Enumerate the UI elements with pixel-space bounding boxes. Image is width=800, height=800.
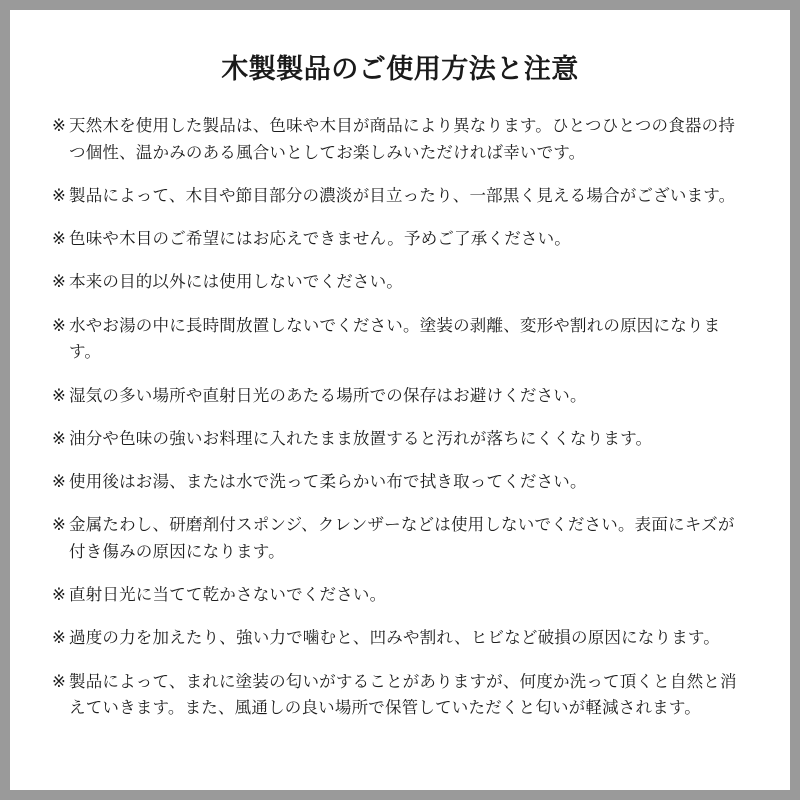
note-bullet-mark: ※ — [52, 516, 67, 535]
note-bullet-mark: ※ — [52, 187, 67, 206]
note-text: 使用後はお湯、または水で洗って柔らかい布で拭き取ってください。 — [69, 473, 587, 492]
note-item — [52, 426, 748, 453]
note-item — [52, 512, 748, 565]
note-item — [52, 269, 748, 296]
note-item — [52, 669, 748, 722]
note-text: 過度の力を加えたり、強い力で噛むと、凹みや割れ、ヒビなど破損の原因になります。 — [69, 629, 720, 648]
note-item — [52, 469, 748, 496]
note-bullet-mark: ※ — [52, 586, 67, 605]
note-text: 製品によって、木目や節目部分の濃淡が目立ったり、一部黒く見える場合がございます。 — [69, 187, 736, 206]
note-text: 本来の目的以外には使用しないでください。 — [69, 273, 403, 292]
document-content — [40, 40, 760, 722]
note-item — [52, 183, 748, 210]
note-text: 油分や色味の強いお料理に入れたまま放置すると汚れが落ちにくくなります。 — [69, 429, 653, 448]
note-item — [52, 226, 748, 253]
note-bullet-mark: ※ — [52, 429, 67, 448]
note-item — [52, 313, 748, 366]
note-text: 水やお湯の中に長時間放置しないでください。塗装の剥離、変形や割れの原因になります。 — [69, 316, 721, 362]
note-bullet-mark: ※ — [52, 386, 67, 405]
notes-list — [40, 113, 760, 722]
note-bullet-mark: ※ — [52, 672, 67, 691]
note-bullet-mark: ※ — [52, 273, 67, 292]
note-item — [52, 383, 748, 410]
note-item — [52, 113, 748, 166]
note-item — [52, 625, 748, 652]
note-text: 金属たわし、研磨剤付スポンジ、クレンザーなどは使用しないでください。表面にキズが付き傷みの原因になります。 — [69, 516, 735, 561]
document-page — [10, 10, 790, 790]
note-text: 色味や木目のご希望にはお応えできません。予めご了承ください。 — [69, 230, 571, 249]
note-item — [52, 582, 748, 609]
note-text: 直射日光に当てて乾かさないでください。 — [69, 586, 387, 605]
note-bullet-mark: ※ — [52, 316, 67, 335]
page-title: 木製製品のご使用方法と注意 — [221, 54, 579, 84]
note-bullet-mark: ※ — [52, 473, 67, 492]
note-bullet-mark: ※ — [52, 629, 67, 648]
note-bullet-mark: ※ — [52, 230, 67, 249]
note-bullet-mark: ※ — [52, 117, 67, 136]
note-text: 湿気の多い場所や直射日光のあたる場所での保存はお避けください。 — [69, 386, 587, 405]
note-text: 天然木を使用した製品は、色味や木目が商品により異なります。ひとつひとつの食器の持つ個性、温かみのある風合いとしてお楽しみいただければ幸いです。 — [69, 117, 736, 162]
note-text: 製品によって、まれに塗装の匂いがすることがありますが、何度か洗って頂くと自然と消えていきます。また、風通しの良い場所で保管していただくと匂いが軽減されます。 — [69, 672, 737, 718]
